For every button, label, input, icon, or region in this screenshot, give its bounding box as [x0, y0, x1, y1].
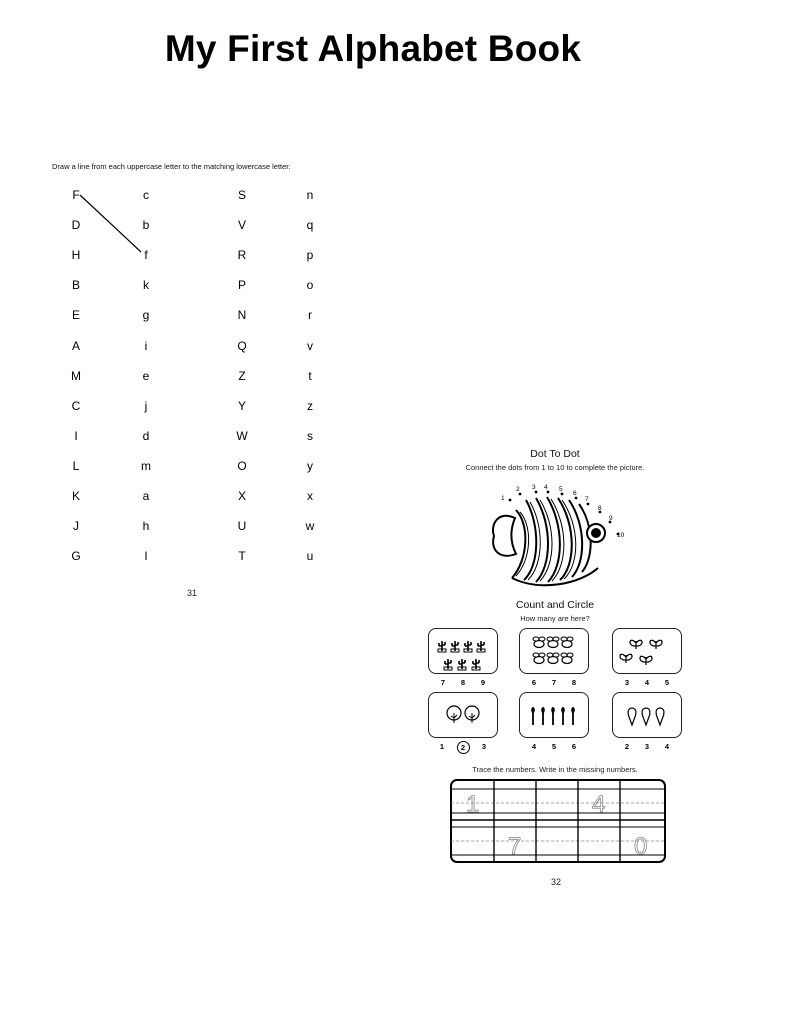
- lowercase-letter: u: [306, 549, 314, 564]
- trace-digit: 4: [592, 791, 606, 818]
- dot-label: 1: [501, 495, 505, 502]
- lowercase-letter: k: [143, 278, 149, 293]
- uppercase-letter: D: [71, 218, 81, 233]
- count-option[interactable]: 7: [551, 678, 557, 687]
- lowercase-letter: m: [141, 458, 151, 473]
- fish-dot-to-dot: [480, 480, 640, 590]
- uppercase-letter: I: [74, 428, 78, 443]
- count-circle-question: How many are here?: [520, 614, 590, 623]
- count-options: [612, 741, 682, 752]
- dot-label: 7: [585, 496, 589, 503]
- dot-label: 10: [617, 532, 625, 539]
- lowercase-letter: l: [144, 549, 148, 564]
- count-option[interactable]: 8: [460, 678, 466, 687]
- lowercase-letter: i: [144, 338, 148, 353]
- lowercase-letter: v: [307, 338, 313, 353]
- lowercase-letter: y: [307, 458, 313, 473]
- dot-label: 8: [598, 505, 602, 512]
- uppercase-letter: L: [72, 458, 80, 473]
- count-options: [612, 677, 682, 688]
- count-box-tree: [428, 692, 498, 738]
- count-option[interactable]: 4: [664, 742, 670, 751]
- count-option[interactable]: 4: [531, 742, 537, 751]
- uppercase-letter: J: [73, 519, 79, 534]
- trace-digit: 7: [508, 833, 522, 860]
- tree-icon: [427, 691, 497, 737]
- count-option[interactable]: 6: [531, 678, 537, 687]
- uppercase-letter: H: [71, 248, 81, 263]
- lowercase-letter: a: [142, 489, 150, 503]
- count-option[interactable]: 5: [664, 678, 670, 687]
- lowercase-letter: z: [307, 398, 313, 413]
- lowercase-letter: s: [307, 428, 313, 443]
- matching-instruction: Draw a line from each uppercase letter to the matching lowercase letter.: [52, 162, 291, 171]
- dot-label: 3: [532, 484, 536, 491]
- page-number-31: 31: [187, 588, 198, 598]
- uppercase-letter: P: [237, 278, 246, 293]
- count-box-butterfly: [612, 628, 682, 674]
- lowercase-letter: x: [307, 489, 313, 503]
- count-options: [519, 741, 589, 752]
- page-number-32: 32: [551, 877, 562, 887]
- count-option[interactable]: 2: [457, 741, 470, 754]
- lowercase-letter: n: [306, 188, 314, 202]
- lowercase-letter: g: [142, 308, 150, 323]
- count-options: [428, 677, 498, 688]
- dot-label: 6: [573, 490, 577, 497]
- uppercase-letter: X: [237, 489, 246, 503]
- lowercase-letter: r: [308, 308, 312, 323]
- count-option[interactable]: 1: [439, 742, 445, 751]
- count-option[interactable]: 4: [644, 678, 650, 687]
- uppercase-letter: G: [71, 549, 81, 564]
- ice-cream-icon: [611, 691, 681, 737]
- count-option[interactable]: 7: [440, 678, 446, 687]
- dot-label: 4: [544, 484, 548, 491]
- cactus-icon: [427, 627, 497, 673]
- lowercase-letter: h: [142, 519, 150, 534]
- lowercase-letter: d: [142, 428, 150, 443]
- uppercase-letter: E: [71, 308, 80, 323]
- count-options: [519, 677, 589, 688]
- trace-instruction: Trace the numbers. Write in the missing numbers.: [472, 765, 638, 774]
- count-option[interactable]: 3: [644, 742, 650, 751]
- lowercase-letter: j: [144, 398, 148, 413]
- uppercase-letter: N: [237, 308, 247, 323]
- trace-digit: 1: [466, 791, 480, 818]
- uppercase-letter: C: [71, 398, 81, 413]
- uppercase-letter: K: [71, 489, 80, 503]
- lowercase-letter: f: [144, 248, 148, 263]
- count-box-bee: [519, 628, 589, 674]
- lowercase-letter: b: [142, 218, 150, 233]
- uppercase-letter: V: [237, 218, 246, 233]
- uppercase-letter: B: [71, 278, 80, 293]
- uppercase-letter: Q: [237, 338, 247, 353]
- uppercase-letter: S: [237, 188, 246, 202]
- dot-label: 2: [516, 486, 520, 493]
- count-box-cactus: [428, 628, 498, 674]
- uppercase-letter: F: [72, 188, 80, 202]
- uppercase-letter: M: [71, 368, 81, 383]
- trace-numbers-grid: [450, 779, 666, 863]
- count-option[interactable]: 8: [571, 678, 577, 687]
- count-option[interactable]: 3: [481, 742, 487, 751]
- uppercase-letter: O: [237, 458, 247, 473]
- count-circle-title: Count and Circle: [515, 599, 595, 611]
- uppercase-letter: Y: [237, 398, 246, 413]
- uppercase-letter: R: [237, 248, 247, 263]
- uppercase-letter: Z: [238, 368, 246, 383]
- count-option[interactable]: 6: [571, 742, 577, 751]
- dot-to-dot-instruction: Connect the dots from 1 to 10 to complete the picture.: [465, 463, 645, 472]
- lowercase-letter: q: [306, 218, 314, 233]
- count-option[interactable]: 3: [624, 678, 630, 687]
- count-option[interactable]: 2: [624, 742, 630, 751]
- uppercase-letter: A: [71, 338, 80, 353]
- dot-label: 5: [559, 486, 563, 493]
- dot-to-dot-title: Dot To Dot: [530, 448, 580, 460]
- lowercase-letter: t: [308, 368, 312, 383]
- paintbrush-icon: [518, 691, 588, 737]
- count-option[interactable]: 9: [480, 678, 486, 687]
- count-option[interactable]: 5: [551, 742, 557, 751]
- book-title: My First Alphabet Book: [164, 28, 582, 69]
- lowercase-letter: p: [306, 248, 314, 263]
- uppercase-letter: W: [236, 428, 248, 443]
- uppercase-letter: T: [238, 549, 246, 564]
- fish-tail: [493, 516, 516, 556]
- bee-icon: [518, 627, 588, 673]
- butterfly-icon: [611, 627, 681, 673]
- count-options: [428, 741, 498, 754]
- lowercase-letter: w: [305, 519, 315, 534]
- lowercase-letter: c: [143, 188, 149, 202]
- dot-label: 9: [609, 515, 613, 522]
- lowercase-letter: o: [306, 278, 314, 293]
- uppercase-letter: U: [237, 519, 247, 534]
- trace-digit: 0: [634, 833, 648, 860]
- count-box-paintbrush: [519, 692, 589, 738]
- lowercase-letter: e: [142, 368, 150, 383]
- count-box-ice-cream: [612, 692, 682, 738]
